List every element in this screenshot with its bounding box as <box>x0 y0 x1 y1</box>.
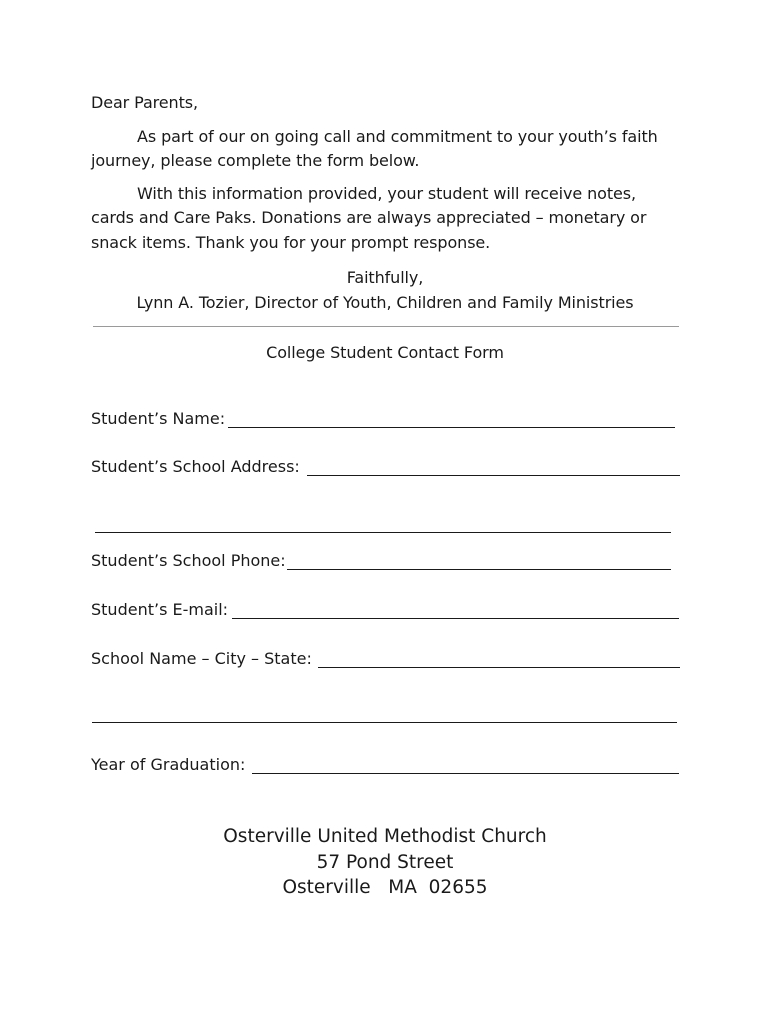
student-name-label: Student’s Name: <box>91 409 226 428</box>
church-city-state-zip: Osterville MA 02655 <box>282 877 488 898</box>
closing: Faithfully, <box>346 268 424 287</box>
email-field[interactable] <box>232 618 679 619</box>
paragraph-1-line-2: journey, please complete the form below. <box>91 151 420 170</box>
signature: Lynn A. Tozier, Director of Youth, Children and Family Ministries <box>136 293 634 312</box>
salutation: Dear Parents, <box>91 93 198 112</box>
email-label: Student’s E-mail: <box>91 600 229 619</box>
paragraph-2-line-1: With this information provided, your student will receive notes, <box>137 184 636 203</box>
student-name-field[interactable] <box>228 427 675 428</box>
church-name: Osterville United Methodist Church <box>223 826 547 847</box>
section-divider <box>93 326 679 327</box>
church-street: 57 Pond Street <box>316 852 454 873</box>
paragraph-2-line-3: snack items. Thank you for your prompt response. <box>91 233 491 252</box>
school-address-field-line-2[interactable] <box>95 532 671 533</box>
form-title: College Student Contact Form <box>266 343 504 362</box>
school-phone-field[interactable] <box>287 569 671 570</box>
school-phone-label: Student’s School Phone: <box>91 551 286 570</box>
school-city-state-field-line-2[interactable] <box>92 722 677 723</box>
paragraph-2-line-2: cards and Care Paks. Donations are always appreciated – monetary or <box>91 208 647 227</box>
graduation-year-field[interactable] <box>252 773 679 774</box>
paragraph-1-line-1: As part of our on going call and commitment to your youth’s faith <box>137 127 658 146</box>
graduation-year-label: Year of Graduation: <box>91 755 246 774</box>
school-city-state-field[interactable] <box>318 667 680 668</box>
school-address-field[interactable] <box>307 475 680 476</box>
school-address-label: Student’s School Address: <box>91 457 300 476</box>
school-city-state-label: School Name – City – State: <box>91 649 312 668</box>
